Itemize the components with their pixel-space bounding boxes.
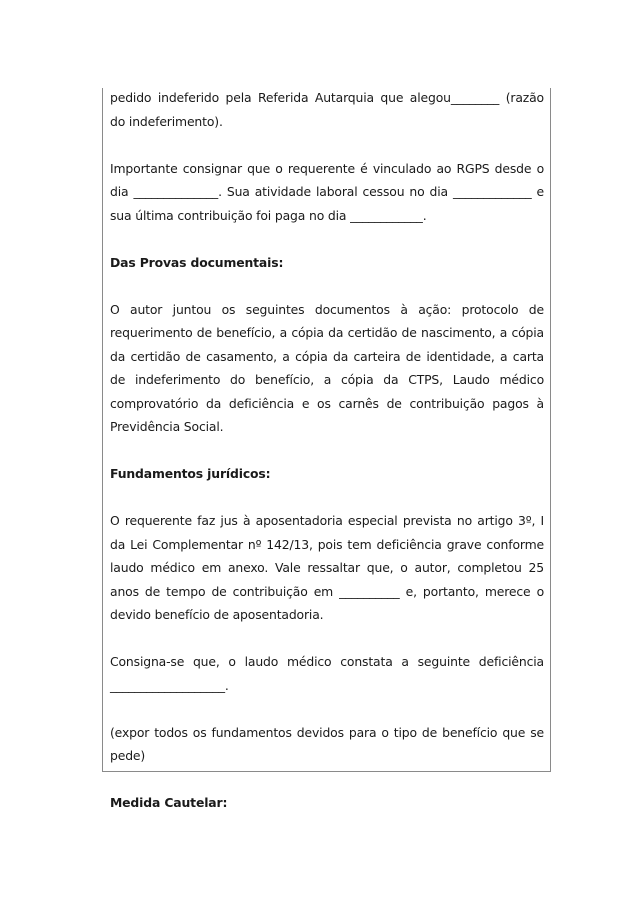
paragraph-documentos: O autor juntou os seguintes documentos à ação: protocolo de requerimento de benefício, a cópia da certidão de nascimento, a cópia da certidão de casamento, a cópia da carteira de identidade, a carta de indeferimento do benefício, a cópia da CTPS, Laudo médico comprovatório da deficiência e os carnês de contribuição pagos à Previdência Social.	[110, 301, 544, 434]
paragraph-instrucao: (expor todos os fundamentos devidos para o tipo de benefício que se pede)	[110, 724, 544, 763]
document-body	[110, 86, 544, 815]
heading-provas-documentais: Das Provas documentais:	[110, 254, 284, 270]
paragraph-vinculo-rgps: Importante consignar que o requerente é vinculado ao RGPS desde o dia ______________. Sua atividade laboral cessou no dia _____________ e sua última contribuição foi paga no dia ____________.	[110, 160, 544, 223]
heading-medida-cautelar: Medida Cautelar:	[110, 795, 228, 810]
paragraph-fundamentos: O requerente faz jus à aposentadoria especial prevista no artigo 3º, I da Lei Complementar nº 142/13, pois tem deficiência grave conforme laudo médico em anexo. Vale ressaltar que, o autor, completou 25 anos de tempo de contribuição em __________ e, portanto, merece o devido benefício de aposentadoria.	[110, 513, 544, 622]
paragraph-indeferimento: pedido indeferido pela Referida Autarquia que alegou________ (razão do indeferimento).	[110, 90, 544, 129]
paragraph-laudo: Consigna-se que, o laudo médico constata a seguinte deficiência ___________________.	[110, 654, 544, 693]
heading-fundamentos-juridicos: Fundamentos jurídicos:	[110, 466, 271, 481]
